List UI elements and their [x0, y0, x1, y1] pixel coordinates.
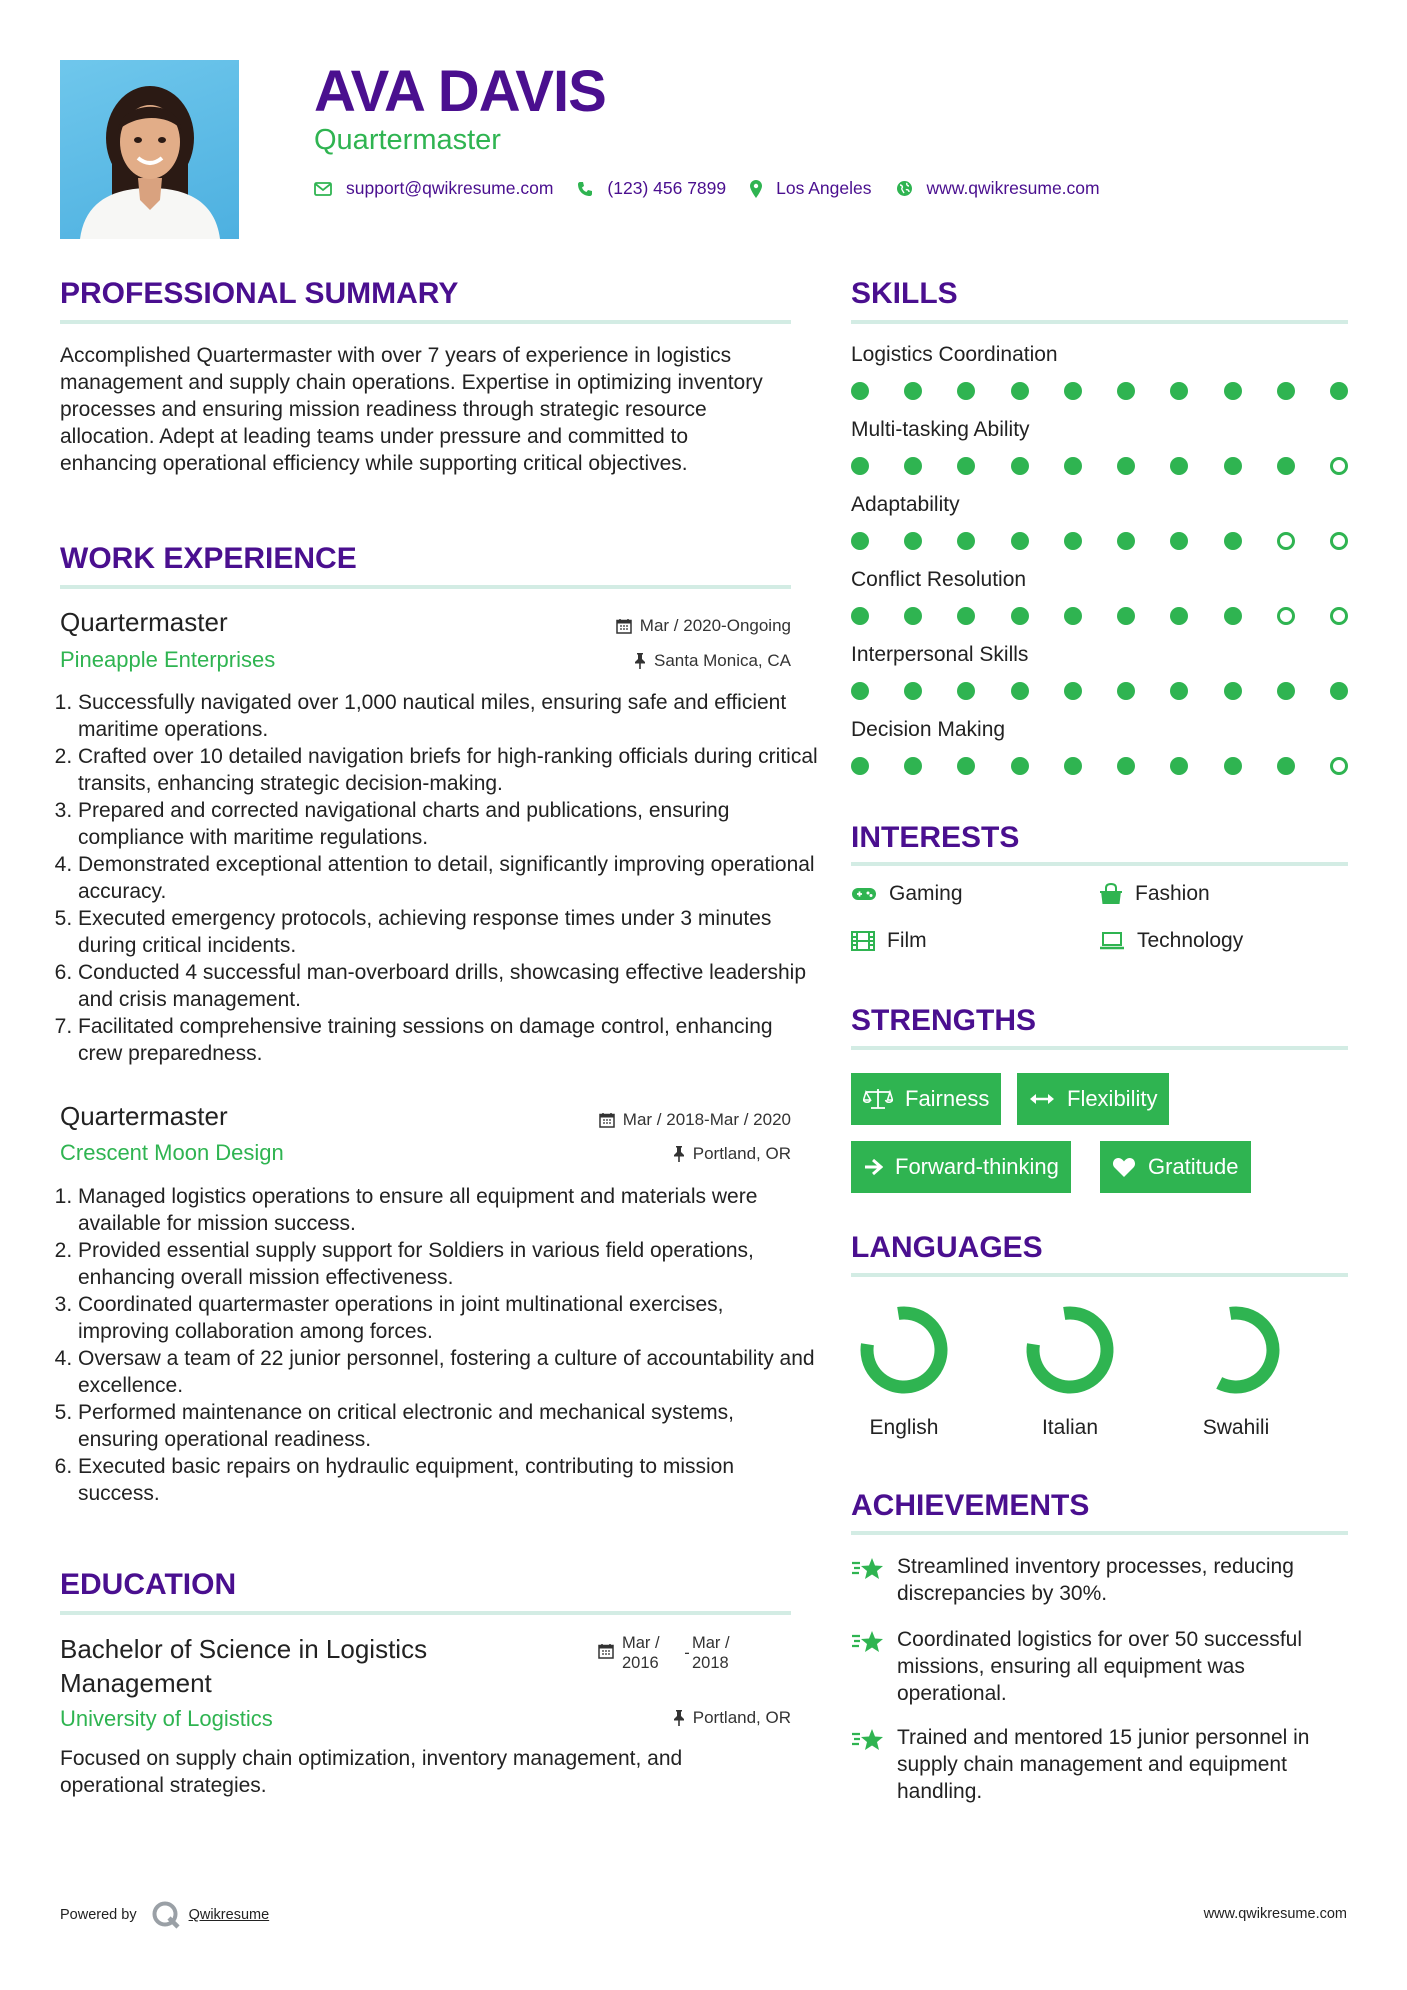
list-item: 1. Managed logistics operations to ensure all equipment and materials were available for mission success.	[78, 1183, 818, 1237]
education-end: Mar / 2018	[692, 1634, 730, 1672]
achievements-heading: ACHIEVEMENTS	[851, 1489, 1090, 1522]
skill-name: Logistics Coordination	[851, 343, 1058, 366]
skill-dot-filled	[1117, 532, 1135, 550]
skill-dot-filled	[1277, 682, 1295, 700]
contact-website-text: www.qwikresume.com	[926, 178, 1100, 198]
balance-scale-icon	[863, 1088, 893, 1110]
skill-dot-filled	[1011, 682, 1029, 700]
skill-rating	[851, 531, 1348, 551]
list-item: 3. Coordinated quartermaster operations in joint multinational exercises, improving collaboration among forces.	[78, 1291, 818, 1345]
arrows-horizontal-icon	[1029, 1092, 1055, 1106]
language-gauge	[1186, 1300, 1286, 1400]
strength-label: Flexibility	[1067, 1086, 1158, 1111]
skill-dot-filled	[904, 382, 922, 400]
education-location	[673, 1708, 791, 1728]
strength-label: Fairness	[905, 1086, 990, 1111]
language-label: English	[869, 1416, 939, 1439]
skill-dot-filled	[1224, 607, 1242, 625]
skill-dot-filled	[1117, 682, 1135, 700]
achievement-text: Coordinated logistics for over 50 successful missions, ensuring all equipment was operational.	[897, 1628, 1303, 1705]
interests-heading: INTERESTS	[851, 821, 1020, 854]
globe-icon	[896, 180, 913, 197]
job-2-bullets	[55, 1183, 818, 1507]
arrow-right-icon	[863, 1158, 883, 1176]
language-gauge	[854, 1300, 954, 1400]
interest-technology	[1099, 929, 1243, 953]
job-2-dates	[599, 1110, 791, 1130]
pushpin-icon	[634, 653, 646, 669]
contact-website[interactable]	[896, 178, 1100, 199]
language-item	[1010, 1300, 1130, 1440]
language-label: Italian	[1041, 1416, 1099, 1439]
skill-dot-empty	[1330, 757, 1348, 775]
languages-rule	[851, 1273, 1348, 1277]
skill-dot-filled	[1277, 382, 1295, 400]
list-item: 6. Conducted 4 successful man-overboard drills, showcasing effective leadership and crisis management.	[78, 959, 818, 1013]
job-2-dates-text: Mar / 2018-Mar / 2020	[622, 1110, 791, 1129]
skill-dot-filled	[1170, 532, 1188, 550]
skill-dot-filled	[1064, 457, 1082, 475]
pushpin-icon	[673, 1710, 685, 1726]
skill-dot-filled	[1064, 532, 1082, 550]
powered-by-label: Powered by	[60, 1907, 137, 1923]
skill-name: Decision Making	[851, 718, 1006, 741]
skill-dot-filled	[1064, 757, 1082, 775]
film-icon	[851, 931, 875, 951]
footer-website[interactable]: www.qwikresume.com	[1203, 1906, 1347, 1922]
interest-fashion	[1099, 882, 1210, 906]
job-2-company: Crescent Moon Design	[60, 1140, 284, 1165]
strengths-heading: STRENGTHS	[851, 1004, 1037, 1037]
skills-heading: SKILLS	[851, 277, 958, 310]
job-2-location	[673, 1144, 791, 1164]
language-item	[1176, 1300, 1296, 1440]
skill-dot-filled	[1064, 607, 1082, 625]
list-item: 4. Demonstrated exceptional attention to detail, significantly improving operational accuracy.	[78, 851, 818, 905]
skill-dot-filled	[851, 682, 869, 700]
contact-location-text: Los Angeles	[776, 178, 872, 198]
gamepad-icon	[851, 885, 877, 903]
skill-dot-filled	[1224, 757, 1242, 775]
achievement-text: Trained and mentored 15 junior personnel in supply chain management and equipment handling.	[897, 1726, 1310, 1803]
job-1-dates-text: Mar / 2020-Ongoing	[639, 616, 791, 635]
education-date-separator: -	[684, 1644, 690, 1662]
skill-rating	[851, 681, 1348, 701]
strength-tag	[851, 1073, 1001, 1125]
skill-dot-filled	[1011, 607, 1029, 625]
job-1-dates	[616, 616, 791, 636]
skill-dot-filled	[1011, 382, 1029, 400]
achievement-text: Streamlined inventory processes, reducing discrepancies by 30%.	[897, 1555, 1294, 1605]
skill-dot-filled	[1330, 382, 1348, 400]
achievement-item	[851, 1553, 1351, 1607]
strength-label: Forward-thinking	[895, 1154, 1059, 1179]
shopping-bag-icon	[1099, 883, 1123, 905]
job-2-location-text: Portland, OR	[692, 1144, 791, 1163]
skill-dot-filled	[1011, 457, 1029, 475]
profile-photo	[60, 60, 239, 239]
skill-dot-filled	[1170, 607, 1188, 625]
summary-text: Accomplished Quartermaster with over 7 years of experience in logistics management and supply chain operations. Expertise in optimizing inventory processes and ensuring mission readiness through strategic resource allocation. Adept at leading teams under pressure and committed to enhancing operational efficiency while supporting critical objectives.	[60, 344, 763, 475]
language-item	[844, 1300, 964, 1440]
portrait-illustration	[60, 60, 239, 239]
list-item: 2. Provided essential supply support for Soldiers in various field operations, enhancing overall mission effectiveness.	[78, 1237, 818, 1291]
skill-dot-filled	[904, 757, 922, 775]
contact-bar	[314, 178, 1124, 199]
contact-phone-text: (123) 456 7899	[607, 178, 727, 198]
calendar-icon	[598, 1643, 614, 1659]
achievements-rule	[851, 1531, 1348, 1535]
interest-label: Fashion	[1135, 882, 1210, 905]
skills-rule	[851, 320, 1348, 324]
skill-rating	[851, 381, 1348, 401]
education-heading: EDUCATION	[60, 1568, 237, 1601]
skill-dot-filled	[1117, 607, 1135, 625]
interest-film	[851, 929, 927, 953]
summary-rule	[60, 320, 791, 324]
job-2-role: Quartermaster	[60, 1101, 228, 1131]
education-start: Mar / 2016	[622, 1634, 660, 1672]
list-item: 3. Prepared and corrected navigational charts and publications, ensuring compliance with maritime regulations.	[78, 797, 818, 851]
shooting-star-icon	[851, 1628, 885, 1658]
skill-dot-filled	[904, 457, 922, 475]
skill-name: Conflict Resolution	[851, 568, 1027, 591]
skill-dot-filled	[1117, 382, 1135, 400]
interest-label: Technology	[1137, 929, 1244, 952]
education-school: University of Logistics	[60, 1706, 273, 1731]
contact-location	[750, 178, 871, 199]
skill-dot-empty	[1277, 532, 1295, 550]
language-gauge	[1020, 1300, 1120, 1400]
skill-dot-filled	[1011, 757, 1029, 775]
skill-dot-filled	[957, 757, 975, 775]
list-item: 5. Performed maintenance on critical electronic and mechanical systems, ensuring operational readiness.	[78, 1399, 818, 1453]
skill-dot-filled	[957, 682, 975, 700]
skill-dot-filled	[904, 682, 922, 700]
list-item: 1. Successfully navigated over 1,000 nautical miles, ensuring safe and efficient maritime operations.	[78, 689, 818, 743]
interest-gaming	[851, 882, 963, 906]
language-gauge-arc	[1033, 1313, 1107, 1387]
skill-dot-filled	[1117, 757, 1135, 775]
interest-label: Gaming	[889, 882, 963, 905]
skill-dot-filled	[1277, 457, 1295, 475]
language-label: Swahili	[1202, 1416, 1270, 1439]
calendar-icon	[599, 1112, 615, 1128]
list-item: 7. Facilitated comprehensive training sessions on damage control, enhancing crew preparedness.	[78, 1013, 818, 1067]
languages-heading: LANGUAGES	[851, 1231, 1043, 1264]
skill-dot-filled	[957, 457, 975, 475]
skill-dot-filled	[851, 607, 869, 625]
skill-name: Interpersonal Skills	[851, 643, 1029, 666]
heart-icon	[1112, 1156, 1136, 1178]
calendar-icon	[616, 618, 632, 634]
skill-dot-filled	[957, 532, 975, 550]
strength-tag	[851, 1141, 1071, 1193]
qwikresume-logo-icon	[151, 1900, 181, 1930]
skill-dot-filled	[1064, 382, 1082, 400]
job-1-role: Quartermaster	[60, 607, 228, 637]
skill-dot-filled	[1011, 532, 1029, 550]
candidate-name: AVA DAVIS	[314, 59, 606, 124]
list-item: 5. Executed emergency protocols, achieving response times under 3 minutes during critical incidents.	[78, 905, 818, 959]
skill-dot-filled	[1330, 682, 1348, 700]
laptop-icon	[1099, 932, 1125, 950]
skill-dot-filled	[957, 382, 975, 400]
skill-dot-filled	[1170, 682, 1188, 700]
language-gauge-arc	[867, 1313, 941, 1387]
contact-email[interactable]	[314, 178, 553, 199]
experience-heading: WORK EXPERIENCE	[60, 542, 357, 575]
education-dates	[598, 1633, 744, 1673]
job-1-company: Pineapple Enterprises	[60, 647, 276, 672]
skill-dot-filled	[1224, 382, 1242, 400]
footer-powered-by	[60, 1900, 269, 1930]
skill-dot-filled	[1064, 682, 1082, 700]
experience-rule	[60, 585, 791, 589]
language-gauge-arc	[1219, 1313, 1273, 1387]
job-1-bullets	[55, 689, 818, 1067]
achievement-item	[851, 1626, 1351, 1707]
skill-dot-empty	[1330, 457, 1348, 475]
education-degree: Bachelor of Science in Logistics Management	[60, 1634, 428, 1698]
shooting-star-icon	[851, 1555, 885, 1585]
strength-tag	[1100, 1141, 1251, 1193]
skill-dot-filled	[851, 757, 869, 775]
qwikresume-link[interactable]: Qwikresume	[188, 1907, 270, 1923]
strength-tag	[1017, 1073, 1169, 1125]
skill-dot-filled	[1170, 382, 1188, 400]
summary-heading: PROFESSIONAL SUMMARY	[60, 277, 459, 310]
strengths-rule	[851, 1046, 1348, 1050]
skill-dot-filled	[1224, 457, 1242, 475]
skill-rating	[851, 456, 1348, 476]
map-marker-icon	[750, 180, 762, 198]
interests-rule	[851, 862, 1348, 866]
skill-dot-filled	[1224, 682, 1242, 700]
pushpin-icon	[673, 1146, 685, 1162]
list-item: 4. Oversaw a team of 22 junior personnel, fostering a culture of accountability and excellence.	[78, 1345, 818, 1399]
skill-dot-filled	[957, 607, 975, 625]
skill-rating	[851, 606, 1348, 626]
education-location-text: Portland, OR	[692, 1708, 791, 1727]
education-rule	[60, 1611, 791, 1615]
skill-name: Multi-tasking Ability	[851, 418, 1030, 441]
contact-phone[interactable]	[577, 178, 726, 199]
strength-label: Gratitude	[1148, 1154, 1239, 1179]
candidate-title: Quartermaster	[314, 124, 501, 156]
skill-dot-filled	[904, 532, 922, 550]
contact-email-text: support@qwikresume.com	[346, 178, 554, 198]
skill-dot-filled	[851, 532, 869, 550]
skill-dot-filled	[1277, 757, 1295, 775]
job-1-location-text: Santa Monica, CA	[653, 651, 791, 670]
skill-dot-filled	[1224, 532, 1242, 550]
job-1-location	[634, 651, 791, 671]
skill-dot-filled	[851, 382, 869, 400]
phone-icon	[577, 181, 593, 197]
achievement-item	[851, 1724, 1351, 1805]
interest-label: Film	[887, 929, 927, 952]
skill-dot-filled	[904, 607, 922, 625]
education-description: Focused on supply chain optimization, inventory management, and operational strategies.	[60, 1747, 683, 1797]
shooting-star-icon	[851, 1726, 885, 1756]
list-item: 2. Crafted over 10 detailed navigation briefs for high-ranking officials during critical transits, enhancing strategic decision-making.	[78, 743, 818, 797]
skill-dot-filled	[1117, 457, 1135, 475]
skill-dot-empty	[1277, 607, 1295, 625]
skill-name: Adaptability	[851, 493, 960, 516]
skill-dot-filled	[851, 457, 869, 475]
skill-dot-empty	[1330, 607, 1348, 625]
envelope-icon	[314, 182, 332, 196]
skill-dot-filled	[1170, 457, 1188, 475]
skill-rating	[851, 756, 1348, 776]
skill-dot-empty	[1330, 532, 1348, 550]
list-item: 6. Executed basic repairs on hydraulic equipment, contributing to mission success.	[78, 1453, 818, 1507]
skill-dot-filled	[1170, 757, 1188, 775]
